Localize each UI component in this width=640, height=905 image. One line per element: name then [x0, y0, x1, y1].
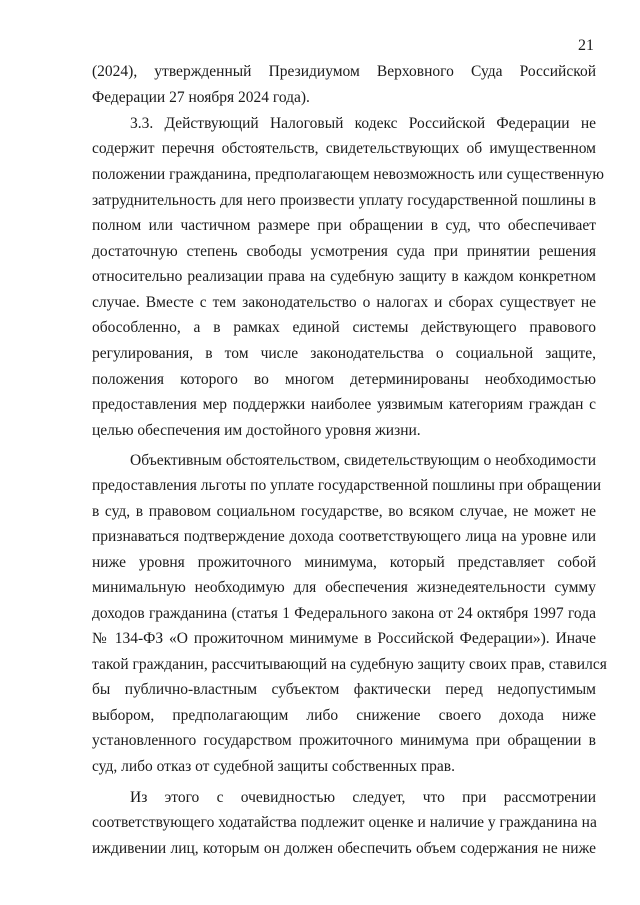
text-line: затруднительность для него произвести уплату государственной пошлины в [92, 192, 596, 209]
text-line: выбором, предполагающим либо снижение своего дохода ниже [92, 707, 596, 724]
text-line: признаваться подтверждение дохода соответствующего лица на уровне или [92, 528, 596, 545]
text-line: (2024), утвержденный Президиумом Верховного Суда Российской [92, 63, 596, 80]
text-line: случае. Вместе с тем законодательство о налогах и сборах существует не [92, 294, 596, 311]
text-line: предоставления мер поддержки наиболее уязвимым категориям граждан с [92, 396, 596, 413]
text-line: предоставления льготы по уплате государственной пошлины при обращении [92, 477, 601, 494]
text-line: целью обеспечения им достойного уровня жизни. [92, 422, 421, 439]
text-line: положения которого во многом детерминированы необходимостью [92, 371, 596, 388]
text-line: № 134-ФЗ «О прожиточном минимуме в Российской Федерации»). Иначе [92, 630, 596, 647]
text-line: такой гражданин, рассчитывающий на судебную защиту своих прав, ставился [92, 656, 607, 673]
text-line: суд, либо отказ от судебной защиты собственных прав. [92, 758, 455, 775]
text-line: 3.3. Действующий Налоговый кодекс Российской Федерации не [130, 115, 596, 132]
text-line: установленного государством прожиточного минимума при обращении в [92, 732, 596, 749]
text-line: регулирования, в том числе законодательства о социальной защите, [92, 345, 596, 362]
text-line: Объективным обстоятельством, свидетельствующим о необходимости [130, 452, 596, 469]
text-line: содержит перечня обстоятельств, свидетельствующих об имущественном [92, 140, 596, 157]
text-line: обособленно, а в рамках единой системы действующего правового [92, 319, 596, 336]
page-number: 21 [578, 37, 594, 54]
text-line: Федерации 27 ноября 2024 года). [92, 89, 310, 106]
text-line: Из этого с очевидностью следует, что при рассмотрении [130, 789, 596, 806]
text-line: бы публично-властным субъектом фактически перед недопустимым [92, 681, 596, 698]
text-line: иждивении лиц, которым он должен обеспечить объем содержания не ниже [92, 840, 596, 857]
text-line: в суд, в правовом социальном государстве, во всяком случае, не может не [92, 503, 596, 520]
text-line: относительно реализации права на судебную защиту в каждом конкретном [92, 268, 596, 285]
text-line: соответствующего ходатайства подлежит оценке и наличие у гражданина на [92, 814, 597, 831]
text-line: доходов гражданина (статья 1 Федерального закона от 24 октября 1997 года [92, 605, 596, 622]
text-line: ниже уровня прожиточного минимума, который представляет собой [92, 554, 596, 571]
text-line: минимальную необходимую для обеспечения жизнедеятельности сумму [92, 579, 596, 596]
text-line: достаточную степень свободы усмотрения суда при принятии решения [92, 243, 596, 260]
text-line: положении гражданина, предполагающем невозможность или существенную [92, 166, 604, 183]
text-line: полном или частичном размере при обращении в суд, что обеспечивает [92, 217, 596, 234]
